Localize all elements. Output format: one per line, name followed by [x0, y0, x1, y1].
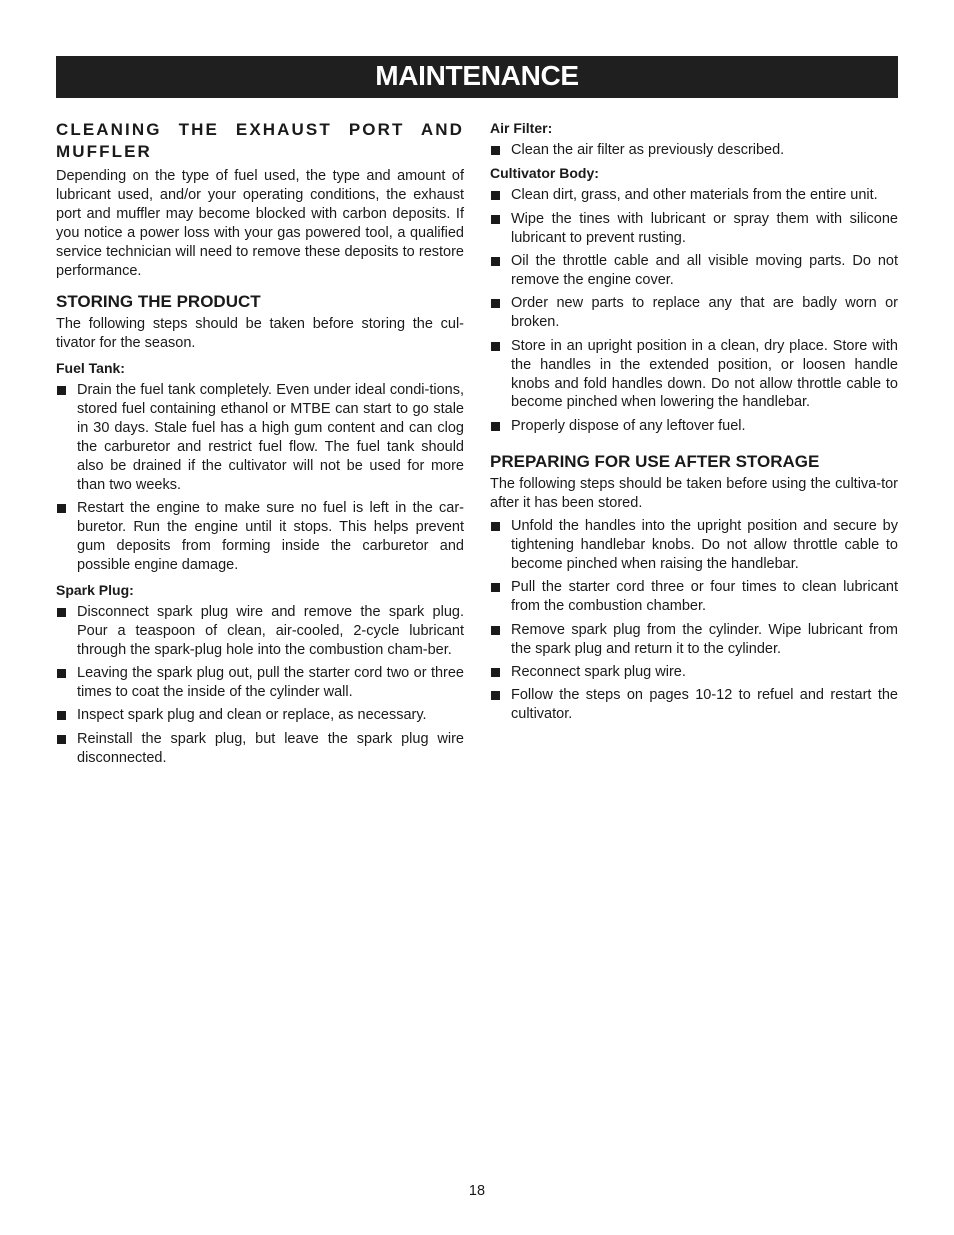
cultivator-body-label: Cultivator Body: [490, 165, 599, 182]
right-column [490, 119, 898, 729]
spark-plug-label: Spark Plug: [56, 581, 134, 598]
list-item: Pull the starter cord three or four times to clean lubricant from the combustion chamber. [490, 578, 898, 616]
square-bullet-icon [491, 215, 500, 224]
preparing-heading: PREPARING FOR USE AFTER STORAGE [490, 452, 820, 472]
list-item: Oil the throttle cable and all visible moving parts. Do not remove the engine cover. [490, 252, 898, 290]
square-bullet-icon [491, 299, 500, 308]
page-number: 18 [468, 1183, 486, 1199]
list-item: Order new parts to replace any that are badly worn or broken. [490, 294, 898, 332]
square-bullet-icon [491, 146, 500, 155]
square-bullet-icon [491, 668, 500, 677]
square-bullet-icon [491, 342, 500, 351]
cultivator-body-list [490, 186, 898, 435]
fuel-tank-list [56, 381, 464, 575]
square-bullet-icon [57, 504, 66, 513]
list-item: Unfold the handles into the upright position and secure by tightening handlebar knobs. Do not allow throttle cable to become pinched when raising the handlebar. [490, 517, 898, 574]
square-bullet-icon [57, 669, 66, 678]
list-item: Store in an upright position in a clean, dry place. Store with the handles in the extended position, or loosen handle knobs and fold handles down. Do not allow throttle cable to become pinched when lowering the handlebar. [490, 337, 898, 413]
page-banner [56, 56, 898, 98]
preparing-list [490, 517, 898, 724]
storing-intro: The following steps should be taken before storing the cul-tivator for the season. [56, 316, 464, 352]
square-bullet-icon [491, 626, 500, 635]
square-bullet-icon [57, 608, 66, 617]
list-item: Leaving the spark plug out, pull the starter cord two or three times to coat the inside of the cylinder wall. [56, 664, 464, 702]
square-bullet-icon [491, 422, 500, 431]
storing-heading: STORING THE PRODUCT [56, 292, 261, 312]
square-bullet-icon [57, 735, 66, 744]
list-item: Follow the steps on pages 10-12 to refuel and restart the cultivator. [490, 686, 898, 724]
list-item: Clean the air filter as previously described. [490, 141, 898, 160]
list-item: Remove spark plug from the cylinder. Wipe lubricant from the spark plug and return it to the cylinder. [490, 621, 898, 659]
page-title: MAINTENANCE [375, 60, 579, 91]
square-bullet-icon [491, 583, 500, 592]
air-filter-list [490, 141, 898, 160]
cleaning-heading: CLEANING THE EXHAUST PORT AND MUFFLER [56, 120, 464, 161]
square-bullet-icon [491, 691, 500, 700]
preparing-intro: The following steps should be taken before using the cultiva-tor after it has been stored. [490, 476, 898, 512]
list-item: Disconnect spark plug wire and remove the spark plug. Pour a teaspoon of clean, air-cooled, 2-cycle lubricant through the spark-plug hole into the combustion cham-ber. [56, 603, 464, 660]
list-item: Clean dirt, grass, and other materials from the entire unit. [490, 186, 898, 205]
list-item: Reconnect spark plug wire. [490, 663, 898, 682]
square-bullet-icon [57, 386, 66, 395]
list-item: Wipe the tines with lubricant or spray them with silicone lubricant to prevent rusting. [490, 210, 898, 248]
list-item: Drain the fuel tank completely. Even under ideal condi-tions, stored fuel containing ethanol or MTBE can start to go stale in 30 days. Stale fuel has a high gum content and can clog the carburetor and restrict fuel flow. The fuel tank should also be drained if the cultivator will not be used for more than two weeks. [56, 381, 464, 494]
fuel-tank-label: Fuel Tank: [56, 360, 125, 377]
list-item: Properly dispose of any leftover fuel. [490, 417, 898, 436]
left-column [56, 119, 464, 772]
square-bullet-icon [491, 522, 500, 531]
list-item: Restart the engine to make sure no fuel is left in the car-buretor. Run the engine until it stops. This helps prevent gum deposits from forming inside the carburetor and possible engine damage. [56, 499, 464, 575]
square-bullet-icon [57, 711, 66, 720]
list-item: Reinstall the spark plug, but leave the spark plug wire disconnected. [56, 730, 464, 768]
spark-plug-list [56, 603, 464, 768]
cleaning-body: Depending on the type of fuel used, the type and amount of lubricant used, and/or your operating conditions, the exhaust port and muffler may become blocked with carbon deposits. If you notice a power loss with your gas powered tool, a qualified service technician will need to remove these deposits to restore performance. [56, 168, 464, 279]
square-bullet-icon [491, 257, 500, 266]
list-item: Inspect spark plug and clean or replace, as necessary. [56, 706, 464, 725]
square-bullet-icon [491, 191, 500, 200]
air-filter-label: Air Filter: [490, 120, 553, 136]
